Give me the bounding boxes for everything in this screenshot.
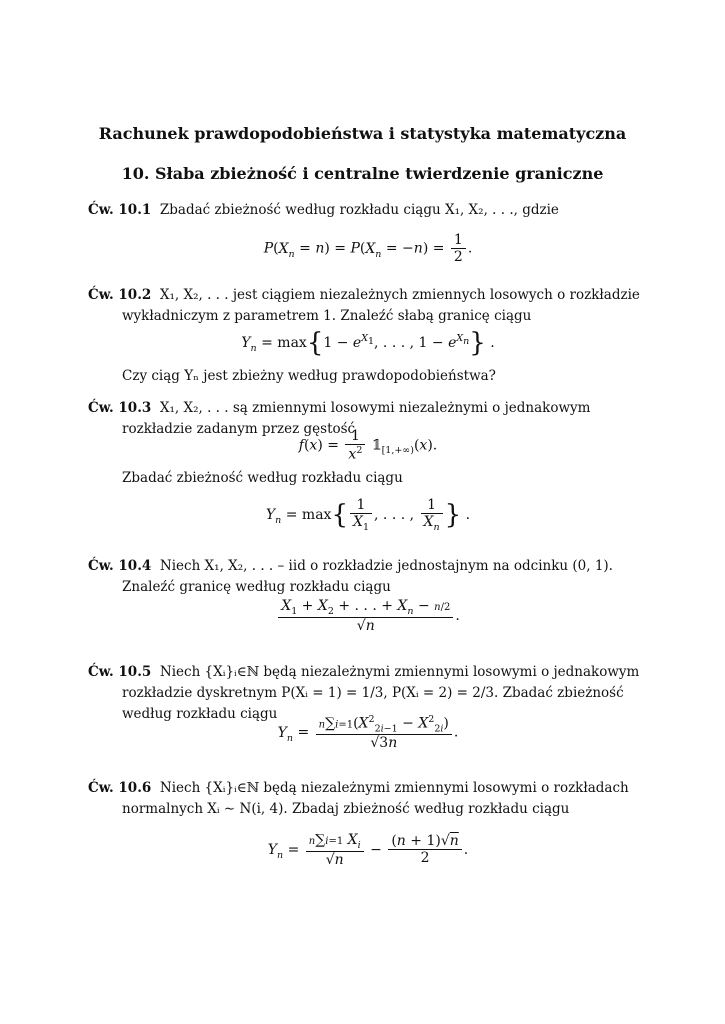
exercise-label: Ćw. 10.6: [88, 780, 152, 796]
exercise-10-2: [88, 285, 648, 327]
document-title: Rachunek prawdopodobieństwa i statystyka matematyczna: [98, 124, 627, 143]
exercise-10-2-question: [88, 366, 648, 387]
equation-10-6: $Y_n$ = $\frac{n\sum i=1 X_i}{√n}$ − $\frac{(n + 1)√n}{2}$ .: [267, 832, 469, 868]
equation-10-1: $P(X_n = n) = P(X_n = -n)$ = $\frac{1}{2}$ .: [263, 232, 473, 265]
exercise-text: Niech {Xᵢ}ᵢ∈ℕ będą niezależnymi zmiennymi losowymi o jednakowym rozkładzie dyskretnym P(Xᵢ = 1) = 1/3, P(Xᵢ = 2) = 2/3. Zbadać zbieżność według rozkładu ciągu: [122, 664, 640, 722]
exercise-10-3-text2: [88, 468, 648, 489]
equation-10-3: $Y_n = \max${ $\frac{1}{X_1}$ , . . . , $\frac{1}{X_n}$ } .: [265, 497, 471, 533]
document-subtitle: 10. Słaba zbieżność i centralne twierdzenie graniczne: [121, 164, 604, 183]
exercise-label: Ćw. 10.5: [88, 664, 152, 680]
equation-10-2: $Y_n = \max\{1 - e^{X_1}$, . . . , $1 - e^{X_n}$} .: [241, 328, 495, 358]
exercise-label: Ćw. 10.4: [88, 558, 152, 574]
exercise-text: Zbadać zbieżność według rozkładu ciągu: [122, 470, 403, 486]
exercise-10-1: [88, 200, 648, 221]
exercise-10-4: [88, 556, 648, 598]
exercise-label: Ćw. 10.1: [88, 202, 152, 218]
exercise-label: Ćw. 10.2: [88, 287, 152, 303]
exercise-text: X₁, X₂, . . . są zmiennymi losowymi niezależnymi o jednakowym rozkładzie zadanym przez gęstość: [122, 400, 591, 437]
exercise-label: Ćw. 10.3: [88, 400, 152, 416]
equation-10-3-density: f(x) = $\frac{1}{x^2}$ $𝟙_{[1,+\infty)}(x)$.: [298, 428, 438, 463]
equation-10-4: $\frac{X_1 + X_2 + . . . + X_n - n/2}{√n}$ .: [88, 598, 648, 634]
equation-10-5: $Y_n$ = $\frac{n\sum i=1(X^2_{2i-1} - X^2_{2i})}{√3n}$ .: [277, 714, 459, 752]
exercise-text: Niech {Xᵢ}ᵢ∈ℕ będą niezależnymi zmiennymi losowymi o rozkładach normalnych Xᵢ ∼ N(i, 4). Zbadaj zbieżność według rozkładu ciągu: [122, 780, 629, 817]
exercise-text: Niech X₁, X₂, . . . – iid o rozkładzie jednostajnym na odcinku (0, 1). Znaleźć granicę według rozkładu ciągu: [122, 558, 613, 595]
exercise-10-6: [88, 778, 648, 820]
exercise-text: Zbadać zbieżność według rozkładu ciągu X₁, X₂, . . ., gdzie: [159, 202, 559, 218]
exercise-question: Czy ciąg Yₙ jest zbieżny według prawdopodobieństwa?: [122, 368, 496, 384]
exercise-text: X₁, X₂, . . . jest ciągiem niezależnych zmiennych losowych o rozkładzie wykładniczym z parametrem 1. Znaleźć słabą granicę ciągu: [122, 287, 640, 324]
